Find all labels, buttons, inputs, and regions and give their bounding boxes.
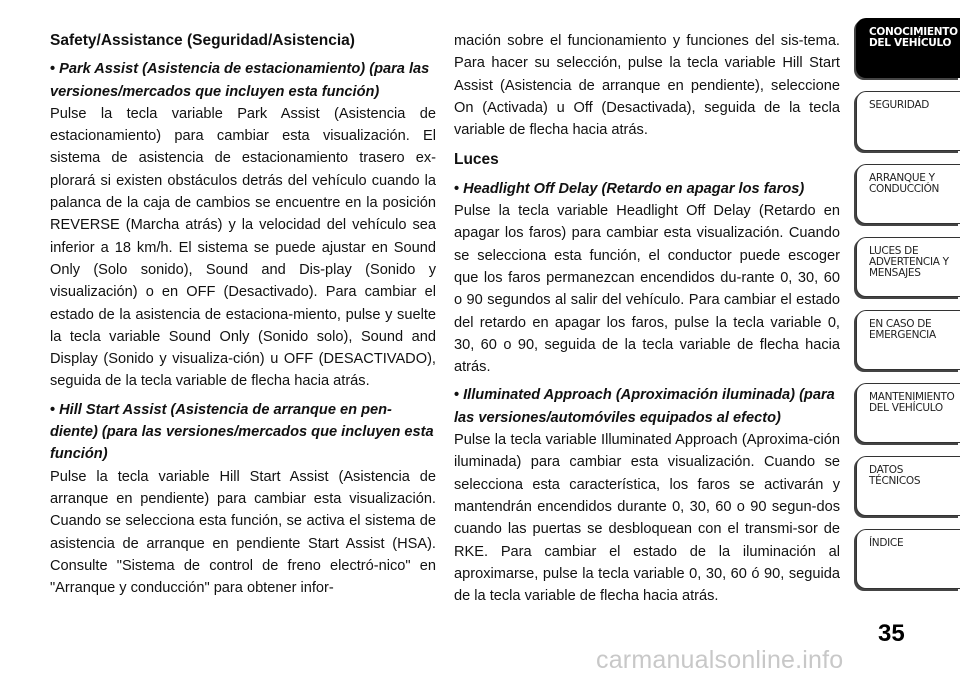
headlight-off-delay-body: Pulse la tecla variable Headlight Off Delay (Retardo en apagar los faros) para cambiar esta visualización. Cuando se selecciona esta función, el conductor puede escoger que los faros permanezcan encendidos du-rante 0, 30, 60 o 90 segundos al salir del vehículo. Para cambiar el estado del retardo en apagar los faros, pulse la tecla variable 0, 30, 60 o 90, seguida de la tecla variable de flecha hacia atrás. — [454, 203, 840, 376]
bullet-icon: • — [50, 401, 56, 418]
tab-datos-tecnicos[interactable] — [856, 456, 960, 516]
tab-indice[interactable] — [856, 529, 960, 589]
illuminated-approach-heading: • Illuminated Approach (Aproximación iluminada) (para las versiones/automóviles equipados al efecto) — [454, 387, 835, 426]
tab-label: LUCES DE ADVERTENCIA Y MENSAJES — [869, 245, 949, 279]
bullet-icon: • — [454, 180, 460, 197]
section-title-safety: Safety/Assistance (Seguridad/Asistencia) — [50, 32, 355, 49]
section-title-luces: Luces — [454, 151, 499, 169]
tab-label: DATOS TÉCNICOS — [869, 464, 921, 487]
tab-label: ARRANQUE Y CONDUCCIÓN — [869, 172, 940, 195]
park-assist-body: Pulse la tecla variable Park Assist (Asistencia de estacionamiento) para cambiar esta visualización. El sistema de asistencia de estacionamiento trasero ex-plorará si existen obstáculos detrás del vehículo cuando la palanca de la caja de cambios se encuentre en la posición REVERSE (Marcha atrás) y la velocidad del vehículo sea inferior a 18 km/h. El sistema se puede ajustar en Sound Only (Solo sonido), Sound and Dis-play (Sonido y visualización) o en OFF (Desactivado). Para cambiar el estado de la asistencia de estaciona-miento, pulse y suelte la tecla variable Sound Only (Sonido solo), Sound and Display (Sonido y visualiza-ción) u OFF (DESACTIVADO), seguida de la tecla variable de flecha hacia atrás. — [50, 105, 436, 390]
tab-label: EN CASO DE EMERGENCIA — [869, 318, 936, 341]
tab-seguridad[interactable] — [856, 91, 960, 151]
illuminated-approach-body: Pulse la tecla variable Illuminated Approach (Aproxima-ción iluminada) para cambiar esta visualización. Cuando se selecciona esta característica, los faros se activarán y mantendrán encendidos durante 0, 30, 60 o 90 segun-dos cuando las puertas se desbloquean con el transmi-sor de RKE. Para cambiar el estado de la iluminación al aproximarse, pulse la tecla variable 0, 30, 60 ó 90, seguida de la tecla variable de flecha hacia atrás. — [454, 432, 840, 605]
left-column — [50, 30, 436, 599]
park-assist-heading: • Park Assist (Asistencia de estacionamiento) (para las versiones/mercados que incluyen esta función) — [50, 61, 430, 100]
hill-start-heading: • Hill Start Assist (Asistencia de arranque en pen-diente) (para las versiones/mercados que incluyen esta función) — [50, 401, 434, 463]
tab-mantenimiento[interactable] — [856, 383, 960, 443]
page-number: 35 — [878, 620, 905, 647]
hill-start-continuation: mación sobre el funcionamiento y funciones del sis-tema. Para hacer su selección, pulse la tecla variable Hill Start Assist (Asistencia de arranque en pendiente), seleccione On (Activada) u Off (Desactivada), seguida de la tecla variable de flecha hacia atrás. — [454, 33, 840, 139]
tab-label: SEGURIDAD — [869, 99, 929, 111]
tab-luces-de-advertencia[interactable] — [856, 237, 960, 297]
tab-label: MANTENIMIENTO DEL VEHÍCULO — [869, 391, 955, 414]
tab-label: CONOCIMIENTO DEL VEHÍCULO — [869, 26, 958, 49]
right-column — [454, 30, 840, 607]
tab-arranque-y-conduccion[interactable] — [856, 164, 960, 224]
hill-start-body: Pulse la tecla variable Hill Start Assist (Asistencia de arranque en pendiente) para cambiar esta visualización. Cuando se selecciona esta función, se activa el sistema de asistencia de arranque en pendiente Start Assist (HSA). Consulte "Sistema de control de freno electró-nico" en "Arranque y conducción" para obtener infor- — [50, 468, 436, 597]
watermark: carmanualsonline.info — [596, 646, 844, 674]
headlight-off-delay-heading: • Headlight Off Delay (Retardo en apagar los faros) — [454, 180, 805, 197]
tab-en-caso-de-emergencia[interactable] — [856, 310, 960, 370]
chapter-tabs — [856, 18, 960, 602]
tab-conocimiento-del-vehiculo[interactable] — [856, 18, 960, 78]
tab-label: ÍNDICE — [869, 537, 904, 549]
bullet-icon: • — [454, 387, 460, 404]
bullet-icon: • — [50, 61, 56, 78]
